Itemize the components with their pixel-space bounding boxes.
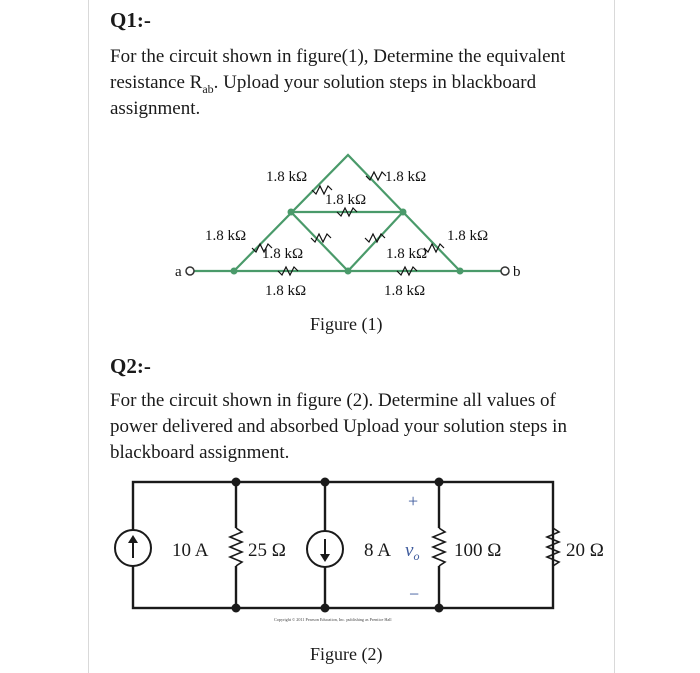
q1-text-end: . Upload your solution steps in blackboard assignment. (110, 72, 537, 119)
source-1-label: 10 A (172, 540, 209, 561)
resistor-label-1: 1.8 kΩ (266, 169, 308, 185)
resistor-label-5: 1.8 kΩ (262, 246, 304, 262)
q2-heading: Q2:- (110, 354, 151, 378)
node-b-label: b (513, 264, 521, 280)
q1-subscript: ab (202, 81, 214, 96)
resistor-label-8: 1.8 kΩ (265, 283, 307, 299)
copyright-notice: Copyright © 2011 Pearson Education, Inc. publishing as Prentice Hall (274, 617, 392, 622)
resistor-label-3: 1.8 kΩ (325, 192, 367, 208)
resistor-25-label: 25 Ω (248, 540, 286, 561)
resistor-label-2: 1.8 kΩ (385, 169, 427, 185)
vo-label (405, 540, 419, 563)
resistor-20-label: 20 Ω (566, 540, 604, 561)
current-sources (115, 530, 343, 567)
q1-text-start: For the circuit shown in figure(1), Determine the equivalent resistance R (110, 46, 566, 93)
node-a-label: a (175, 264, 182, 280)
resistor-label-6: 1.8 kΩ (386, 246, 428, 262)
resistor-label-7: 1.8 kΩ (447, 228, 489, 244)
resistor-100-label: 100 Ω (454, 540, 502, 561)
resistor-label-4: 1.8 kΩ (205, 228, 247, 244)
vo-subscript: o (413, 549, 420, 563)
plus-sign: + (408, 491, 419, 511)
q2-text: For the circuit shown in figure (2). Determine all values of power delivered and absorbed Upload your solution steps in blackboard assignment. (110, 390, 567, 463)
minus-sign: − (409, 584, 420, 604)
figure-1-caption: Figure (1) (310, 314, 383, 334)
figure-2-caption: Figure (2) (310, 644, 383, 664)
q1-heading: Q1:- (110, 8, 151, 32)
source-2-label: 8 A (364, 540, 391, 561)
resistor-label-9: 1.8 kΩ (384, 283, 426, 299)
vo-symbol: v (405, 540, 414, 561)
